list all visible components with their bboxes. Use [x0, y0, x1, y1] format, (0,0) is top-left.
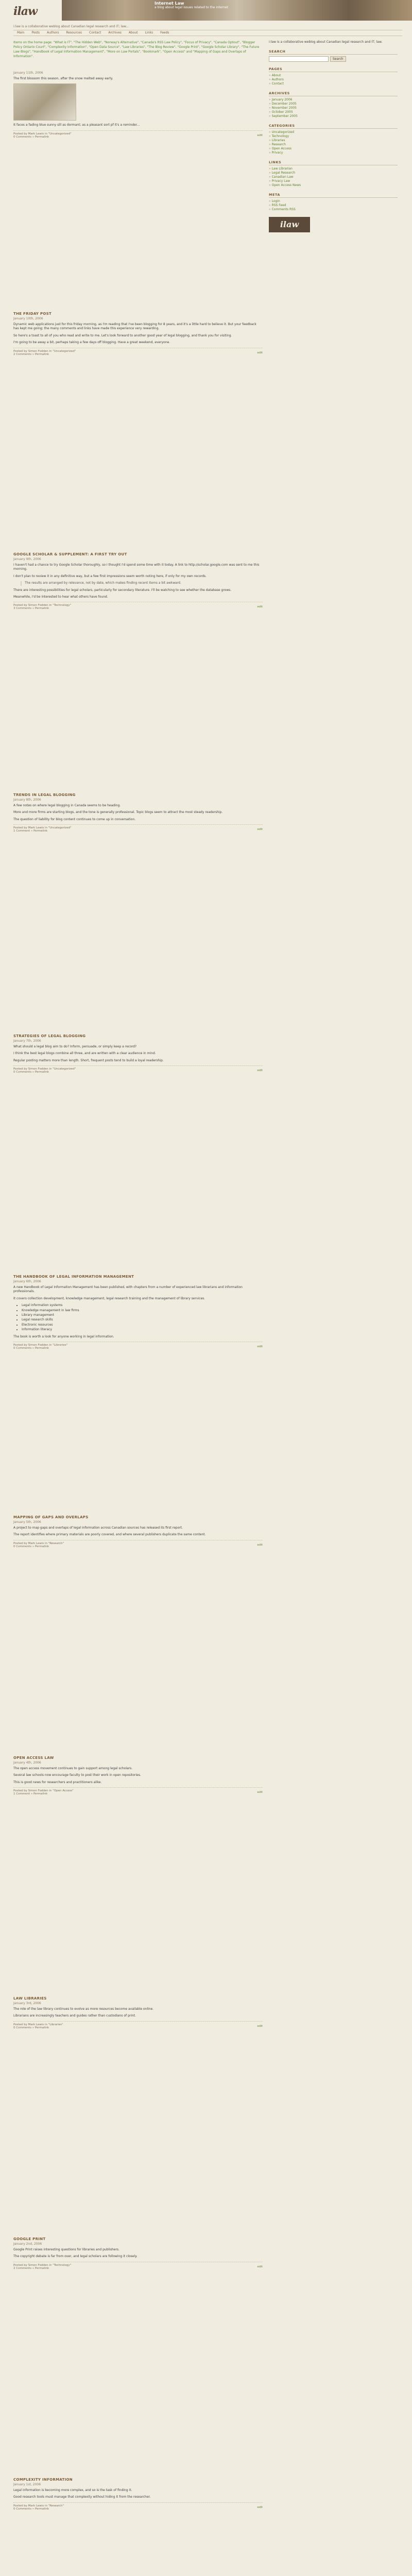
- edit-link[interactable]: edit: [257, 2024, 263, 2028]
- post-bullet-item: • Legal research skills: [22, 1318, 263, 1322]
- post-paragraph: A few notes on where legal blogging in Canada seems to be heading.: [13, 804, 121, 807]
- post-byline: Posted by Simon Fodden in "Uncategorized": [13, 349, 76, 353]
- post-bullet-list: [13, 1303, 263, 1332]
- post-paragraph: So here's a toast to all of you who read and write to me. Let's look forward to another good year of legal blogging, and thank you for visiting.: [13, 333, 232, 337]
- blog-post: [13, 71, 263, 140]
- post-body: [13, 2007, 263, 2019]
- post-paragraph: I haven't had a chance to try Google Scholar thoroughly, so I thought I'd spend some time with it today. A link to http://scholar.google.com was sent to me this morning.: [13, 563, 260, 571]
- post-bullet-item: • Legal information systems: [22, 1303, 263, 1308]
- category-link[interactable]: » Uncategorized: [269, 130, 398, 134]
- nav-item[interactable]: About: [128, 31, 138, 35]
- edit-link[interactable]: edit: [257, 605, 263, 609]
- edit-link[interactable]: edit: [257, 1543, 263, 1547]
- post-body: [13, 1045, 263, 1063]
- edit-link[interactable]: edit: [257, 2265, 263, 2268]
- about-box: [269, 40, 398, 44]
- post-date: January 2nd, 2006: [13, 2242, 42, 2246]
- post-paragraph: More and more firms are starting blogs, and the tone is generally professional. Topic blogs seem to attract the most steady readership.: [13, 810, 223, 815]
- header-banner: [62, 0, 412, 21]
- meta-link[interactable]: » Login: [269, 199, 398, 204]
- post-meta: [13, 2021, 263, 2030]
- post-paragraph: I'm going to be away a bit, perhaps taking a few days off blogging. Have a great weekend, everyone.: [13, 341, 170, 345]
- header-title: Internet Law: [154, 1, 184, 6]
- post-title[interactable]: COMPLEXITY INFORMATION: [13, 2478, 73, 2482]
- nav-item[interactable]: Feeds: [160, 31, 169, 35]
- edit-link[interactable]: edit: [257, 2505, 263, 2509]
- category-link[interactable]: » Open Access: [269, 147, 398, 151]
- post-meta: [13, 1787, 263, 1797]
- post-comments-link[interactable]: 1 Comment » Permalink: [13, 1792, 48, 1796]
- categories-box: [269, 124, 398, 155]
- post-paragraph: A project to map gaps and overlaps of legal information across Canadian sources has released its first report.: [13, 1526, 183, 1530]
- pages-box: [269, 67, 398, 86]
- post-paragraph: The report identifies where primary materials are poorly covered, and where several publishers duplicate the same content.: [13, 1533, 206, 1537]
- pages-list: [269, 74, 398, 86]
- post-title[interactable]: TRENDS IN LEGAL BLOGGING: [13, 793, 76, 797]
- post-byline: Posted by Mark Lewis in "Uncategorized": [13, 826, 72, 830]
- post-photo: [13, 83, 76, 121]
- sidebar-page-link[interactable]: » Contact: [269, 82, 398, 86]
- post-comments-link[interactable]: 0 Comments » Permalink: [13, 135, 49, 139]
- nav-item[interactable]: Authors: [47, 31, 59, 35]
- post-comments-link[interactable]: 0 Comments » Permalink: [13, 1071, 49, 1074]
- post-body: [13, 1767, 263, 1785]
- blogroll-link[interactable]: » Canadian Law: [269, 175, 398, 179]
- post-meta: [13, 1540, 263, 1549]
- top-navigation: [13, 30, 402, 36]
- nav-item[interactable]: Resources: [66, 31, 82, 35]
- meta-list: [269, 199, 398, 212]
- post-paragraph: Librarians are increasingly teachers and guides rather than custodians of print.: [13, 2014, 136, 2018]
- links-heading: LINKS: [269, 160, 398, 165]
- search-input[interactable]: [269, 56, 329, 62]
- categories-list: [269, 130, 398, 155]
- post-body: [13, 2488, 263, 2500]
- post-date: January 7th, 2006: [13, 1039, 41, 1043]
- search-box: [269, 49, 398, 62]
- archive-link[interactable]: » November 2005: [269, 106, 398, 110]
- category-link[interactable]: » Research: [269, 143, 398, 147]
- edit-link[interactable]: edit: [257, 1791, 263, 1794]
- sidebar-logo-badge[interactable]: ilaw: [269, 217, 310, 232]
- sidebar-page-link[interactable]: » Authors: [269, 78, 398, 82]
- post-byline: Posted by Simon Fodden in "Uncategorized": [13, 1067, 76, 1071]
- blogroll-link[interactable]: » Legal Research: [269, 171, 398, 175]
- post-byline: Posted by Simon Fodden in "Technology": [13, 2263, 72, 2267]
- post-title[interactable]: OPEN ACCESS LAW: [13, 1756, 54, 1760]
- post-bullet-item: • Electronic resources: [22, 1323, 263, 1327]
- links-box: [269, 160, 398, 188]
- post-paragraph: Several law schools now encourage faculty to post their work in open repositories.: [13, 1773, 141, 1777]
- post-paragraph: It covers collection development, knowledge management, legal research training and the management of library services.: [13, 1296, 205, 1300]
- post-comments-link[interactable]: 0 Comments » Permalink: [13, 1545, 49, 1548]
- post-date: January 4th, 2006: [13, 1761, 41, 1765]
- pages-heading: PAGES: [269, 67, 398, 72]
- blog-post: [13, 312, 263, 357]
- category-link[interactable]: » Privacy: [269, 151, 398, 155]
- post-title[interactable]: GOOGLE PRINT: [13, 2237, 46, 2241]
- edit-link[interactable]: edit: [257, 1345, 263, 1349]
- post-byline: Posted by Mark Lewis in "Research": [13, 1541, 64, 1545]
- post-paragraph: What should a legal blog aim to do? Inform, persuade, or simply keep a record?: [13, 1045, 137, 1048]
- post-byline: Posted by Simon Fodden in "Open Access": [13, 1789, 74, 1793]
- post-paragraph: Meanwhile, I'd be interested to hear what others have found.: [13, 595, 108, 599]
- blog-post: [13, 793, 263, 834]
- post-meta: [13, 130, 263, 140]
- post-paragraph: This is good news for researchers and practitioners alike.: [13, 1780, 102, 1784]
- archive-link[interactable]: » January 2006: [269, 98, 398, 102]
- blog-post: [13, 1996, 263, 2030]
- post-meta: [13, 1065, 263, 1075]
- post-date: January 3rd, 2006: [13, 2002, 41, 2005]
- post-meta: [13, 2502, 263, 2512]
- links-list: [269, 167, 398, 188]
- category-link[interactable]: » Technology: [269, 134, 398, 139]
- post-date: January 8th, 2006: [13, 798, 41, 802]
- archives-list: [269, 98, 398, 118]
- post-body: [13, 77, 263, 128]
- post-paragraph: Google Print raises interesting questions for libraries and publishers.: [13, 2248, 119, 2251]
- post-comments-link[interactable]: 0 Comments » Permalink: [13, 2026, 49, 2029]
- meta-box: [269, 193, 398, 212]
- edit-link[interactable]: edit: [257, 351, 263, 354]
- post-bullet-item: • Knowledge management in law firms: [22, 1309, 263, 1313]
- post-date: January 1st, 2006: [13, 2483, 41, 2486]
- blog-post: [13, 1756, 263, 1797]
- post-paragraph: Dynamic web applications just for this friday morning, as I'm reading that I've been blogging for 8 years, and it's a little hard to believe it. But your feedback has kept me going; the many comments and links have made this experience very rewarding.: [13, 323, 256, 331]
- post-paragraph: There are interesting possibilities for legal scholars, particularly for secondary literature. I'll be watching to see whether the database grows.: [13, 588, 232, 592]
- post-comments-link[interactable]: 0 Comments » Permalink: [13, 2507, 49, 2511]
- post-paragraph: The book is worth a look for anyone working in legal information.: [13, 1334, 114, 1338]
- blogroll-link[interactable]: » Privacy Law: [269, 179, 398, 183]
- nav-item[interactable]: Posts: [31, 31, 40, 35]
- post-meta: [13, 602, 263, 611]
- post-byline: Posted by Simon Fodden in "Libraries": [13, 1344, 68, 1347]
- post-body: [13, 1526, 263, 1537]
- post-body: [13, 563, 263, 599]
- post-body: [13, 1285, 263, 1339]
- edit-link[interactable]: edit: [257, 1069, 263, 1073]
- post-comments-link[interactable]: 1 Comment » Permalink: [13, 829, 48, 833]
- post-title[interactable]: STRATEGIES OF LEGAL BLOGGING: [13, 1034, 86, 1038]
- main-column: [13, 40, 263, 2511]
- post-meta: [13, 824, 263, 834]
- post-meta: [13, 348, 263, 357]
- sidebar: [269, 40, 398, 238]
- post-paragraph: The question of liability for blog content continues to come up in conversation.: [13, 817, 136, 821]
- blog-post: [13, 2478, 263, 2512]
- search-heading: SEARCH: [269, 49, 398, 55]
- meta-heading: META: [269, 193, 398, 198]
- post-body: [13, 2248, 263, 2259]
- post-paragraph: Good research tools must manage that complexity without hiding it from the researcher.: [13, 2495, 151, 2499]
- post-bullet-item: • Library management: [22, 1313, 263, 1317]
- post-comments-link[interactable]: 2 Comments » Permalink: [13, 352, 49, 356]
- post-comments-link[interactable]: 2 Comments » Permalink: [13, 2266, 49, 2270]
- header-blurb: [154, 2, 283, 10]
- post-meta: [13, 2262, 263, 2271]
- blog-post: [13, 1515, 263, 1549]
- archive-link[interactable]: » October 2005: [269, 110, 398, 114]
- sidebar-page-link[interactable]: » About: [269, 74, 398, 78]
- post-title[interactable]: MAPPING OF GAPS AND OVERLAPS: [13, 1515, 89, 1519]
- post-title[interactable]: THE FRIDAY POST: [13, 312, 52, 316]
- archives-heading: ARCHIVES: [269, 91, 398, 96]
- post-body: [13, 804, 263, 822]
- blog-post: [13, 552, 263, 611]
- site-tagline: i:law is a collaborative weblog about Canadian legal research and IT; law...: [13, 25, 129, 28]
- post-quote: The results are arranged by relevance, not by date, which makes finding recent items a bit awkward.: [21, 581, 263, 585]
- post-paragraph: Regular posting matters more than length. Short, frequent posts tend to build a loyal readership.: [13, 1058, 164, 1062]
- logo-text: ilaw: [13, 5, 37, 18]
- blogroll-link[interactable]: » Law Librarian: [269, 167, 398, 171]
- archives-box: [269, 91, 398, 118]
- post-paragraph: The copyright debate is far from over, and legal scholars are following it closely.: [13, 2255, 138, 2259]
- post-paragraph: Legal information is becoming more complex, and so is the task of finding it.: [13, 2488, 132, 2492]
- post-paragraph: A new Handbook of Legal Information Management has been published, with chapters from a number of experienced law librarians and information professionals.: [13, 1285, 243, 1294]
- post-date: January 5th, 2006: [13, 1520, 41, 1524]
- post-byline: Posted by Mark Lewis in "Libraries": [13, 2023, 63, 2026]
- nav-item[interactable]: Main: [17, 31, 25, 35]
- blog-post: [13, 1034, 263, 1075]
- badge-box: [269, 217, 398, 232]
- post-paragraph: It faces a fading blue sunny sill as dormant; as a pleasant sort pf it's a reminder...: [13, 123, 140, 127]
- nav-item[interactable]: Links: [145, 31, 153, 35]
- about-text: i:law is a collaborative weblog about Canadian legal research and IT; law.: [269, 40, 383, 44]
- post-date: January 11th, 2006: [13, 71, 43, 75]
- post-date: January 10th, 2006: [13, 317, 43, 320]
- post-title[interactable]: GOOGLE SCHOLAR & SUPPLEMENT: A FIRST TRY OUT: [13, 552, 127, 556]
- post-comments-link[interactable]: 0 Comments » Permalink: [13, 1347, 49, 1350]
- post-paragraph: I think the best legal blogs combine all three, and are written with a clear audience in mind.: [13, 1052, 156, 1056]
- post-paragraph: The open access movement continues to gain support among legal scholars.: [13, 1767, 133, 1770]
- post-bullet-item: • Information literacy: [22, 1328, 263, 1332]
- meta-link[interactable]: » RSS Feed: [269, 204, 398, 208]
- edit-link[interactable]: edit: [257, 133, 263, 137]
- categories-heading: CATEGORIES: [269, 124, 398, 129]
- category-link[interactable]: » Libraries: [269, 139, 398, 143]
- site-logo[interactable]: [13, 5, 54, 18]
- post-date: January 6th, 2006: [13, 1280, 41, 1283]
- search-button[interactable]: Search: [330, 56, 346, 62]
- intro-text: Items on the home page: "What is IT", "The Hidden Web", "Norway's Alternative", "Canada's RSS Law Policy", "Focus of Privacy", "Canada Optout", "Blogger Policy Ontario Court", "Complexity Information", "Open Data Source", "Law Libraries", "The Blog Review", "Google Print", "Google Scholar Library", "The Future Law Blogs", "Handbook of Legal Information Management", "More on Law Portals", "Bookmark", "Open Access" and "Mapping of Gaps and Overlaps of Information".: [13, 41, 260, 58]
- blog-post: [13, 1275, 263, 1351]
- edit-link[interactable]: edit: [257, 828, 263, 832]
- post-title[interactable]: LAW LIBRARIES: [13, 1996, 47, 2001]
- post-body: [13, 323, 263, 345]
- post-date: January 9th, 2006: [13, 557, 41, 561]
- post-paragraph: The first blossom this season, after the snow melted away early.: [13, 77, 113, 80]
- search-row: [269, 56, 398, 62]
- post-comments-link[interactable]: 3 Comments » Permalink: [13, 607, 49, 611]
- blogroll-link[interactable]: » Open Access News: [269, 183, 398, 188]
- post-byline: Posted by Mark Lewis in "Uncategorized": [13, 132, 72, 135]
- header-subtitle: a blog about legal issues related to the internet: [154, 6, 229, 9]
- archive-link[interactable]: » December 2005: [269, 102, 398, 106]
- post-byline: Posted by Mark Lewis in "Research": [13, 2504, 64, 2507]
- post-paragraph: I don't plan to review it in any definitive way, but a few first impressions seem worth noting here, if only for my own records.: [13, 574, 207, 578]
- nav-item[interactable]: Contact: [89, 31, 101, 35]
- archive-link[interactable]: » September 2005: [269, 114, 398, 118]
- post-paragraph: The role of the law library continues to evolve as more resources become available online.: [13, 2007, 154, 2011]
- blog-post: [13, 2237, 263, 2271]
- post-meta: [13, 1342, 263, 1351]
- meta-link[interactable]: » Comments RSS: [269, 208, 398, 212]
- post-byline: Posted by Simon Fodden in "Technology": [13, 604, 72, 607]
- post-title[interactable]: THE HANDBOOK OF LEGAL INFORMATION MANAGEMENT: [13, 1275, 134, 1279]
- site-header: [0, 0, 412, 21]
- nav-item[interactable]: Archives: [108, 31, 122, 35]
